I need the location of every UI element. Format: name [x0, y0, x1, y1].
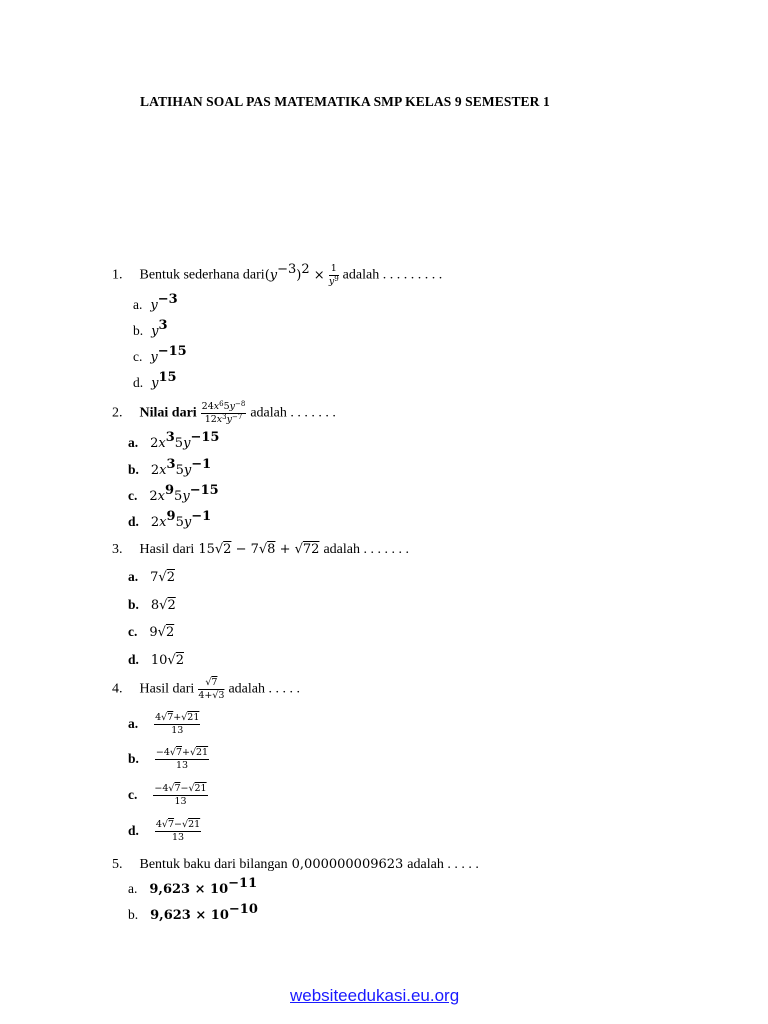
question-lead: Hasil dari: [139, 542, 195, 557]
question-lead: Bentuk baku dari bilangan: [139, 857, 288, 872]
question-expression: 15√2 − 7√8 + √72: [198, 542, 320, 557]
option-4b: b. $\frac{-4√7+√21}{13}$: [128, 747, 209, 771]
option-3a: a. 7√2: [128, 569, 175, 585]
question-expression: 0,000000009623: [291, 857, 404, 872]
footer-link[interactable]: websiteedukasi.eu.org: [290, 986, 460, 1005]
option-1c: c. $y^{-15}$: [133, 344, 187, 365]
question-tail: adalah . . . . .: [407, 857, 479, 872]
option-3c: c. 9√2: [128, 624, 175, 640]
option-2a: a. $2x^35y^{-15}$: [128, 430, 220, 451]
question-lead: Bentuk sederhana dari: [139, 267, 265, 283]
question-number: 1.: [112, 267, 123, 283]
option-3b: b. 8√2: [128, 597, 176, 613]
option-4a: a. $\frac{4√7+√21}{13}$: [128, 712, 200, 736]
question-tail: adalah . . . . .: [228, 681, 300, 697]
option-2b: b. $2x^35y^{-1}$: [128, 457, 212, 478]
question-tail: adalah . . . . . . . . .: [342, 267, 443, 283]
question-tail: adalah . . . . . . .: [250, 405, 336, 421]
option-3d: d. 10√2: [128, 652, 184, 668]
option-1b: b. $y^3$: [133, 318, 168, 339]
question-5: [112, 855, 479, 873]
question-1: [112, 261, 443, 287]
question-expression: $(y^{-3})^2$ × $\frac{1}{y^9}$: [264, 261, 339, 287]
option-4d: d. $\frac{4√7-√21}{13}$: [128, 819, 201, 843]
option-4c: c. $\frac{-4√7-√21}{13}$: [128, 783, 207, 807]
question-3: [112, 540, 409, 558]
option-5a: a. $9,623 \times 10^{-11}$: [128, 876, 258, 897]
option-2c: c. $2x^95y^{-15}$: [128, 483, 219, 504]
question-tail: adalah . . . . . . .: [323, 542, 409, 557]
question-lead: Hasil dari: [139, 681, 195, 697]
question-lead: Nilai dari: [139, 405, 197, 421]
question-number: 2.: [112, 405, 123, 421]
option-1d: d. $y^{15}$: [133, 370, 177, 391]
question-expression: $\frac{24x^65y^{-8}}{12x^3y^{-7}}$: [201, 400, 246, 425]
question-2: [112, 402, 336, 424]
option-5b: b. $9,623 \times 10^{-10}$: [128, 902, 258, 923]
question-number: 5.: [112, 857, 123, 872]
question-number: 3.: [112, 542, 123, 557]
question-number: 4.: [112, 681, 123, 697]
page-title: LATIHAN SOAL PAS MATEMATIKA SMP KELAS 9 SEMESTER 1: [140, 94, 550, 109]
question-4: [112, 678, 300, 700]
option-2d: d. $2x^95y^{-1}$: [128, 509, 212, 530]
question-expression: $\frac{√7}{4+√3}$: [198, 677, 225, 701]
option-1a: a. $y^{-3}$: [133, 292, 178, 313]
